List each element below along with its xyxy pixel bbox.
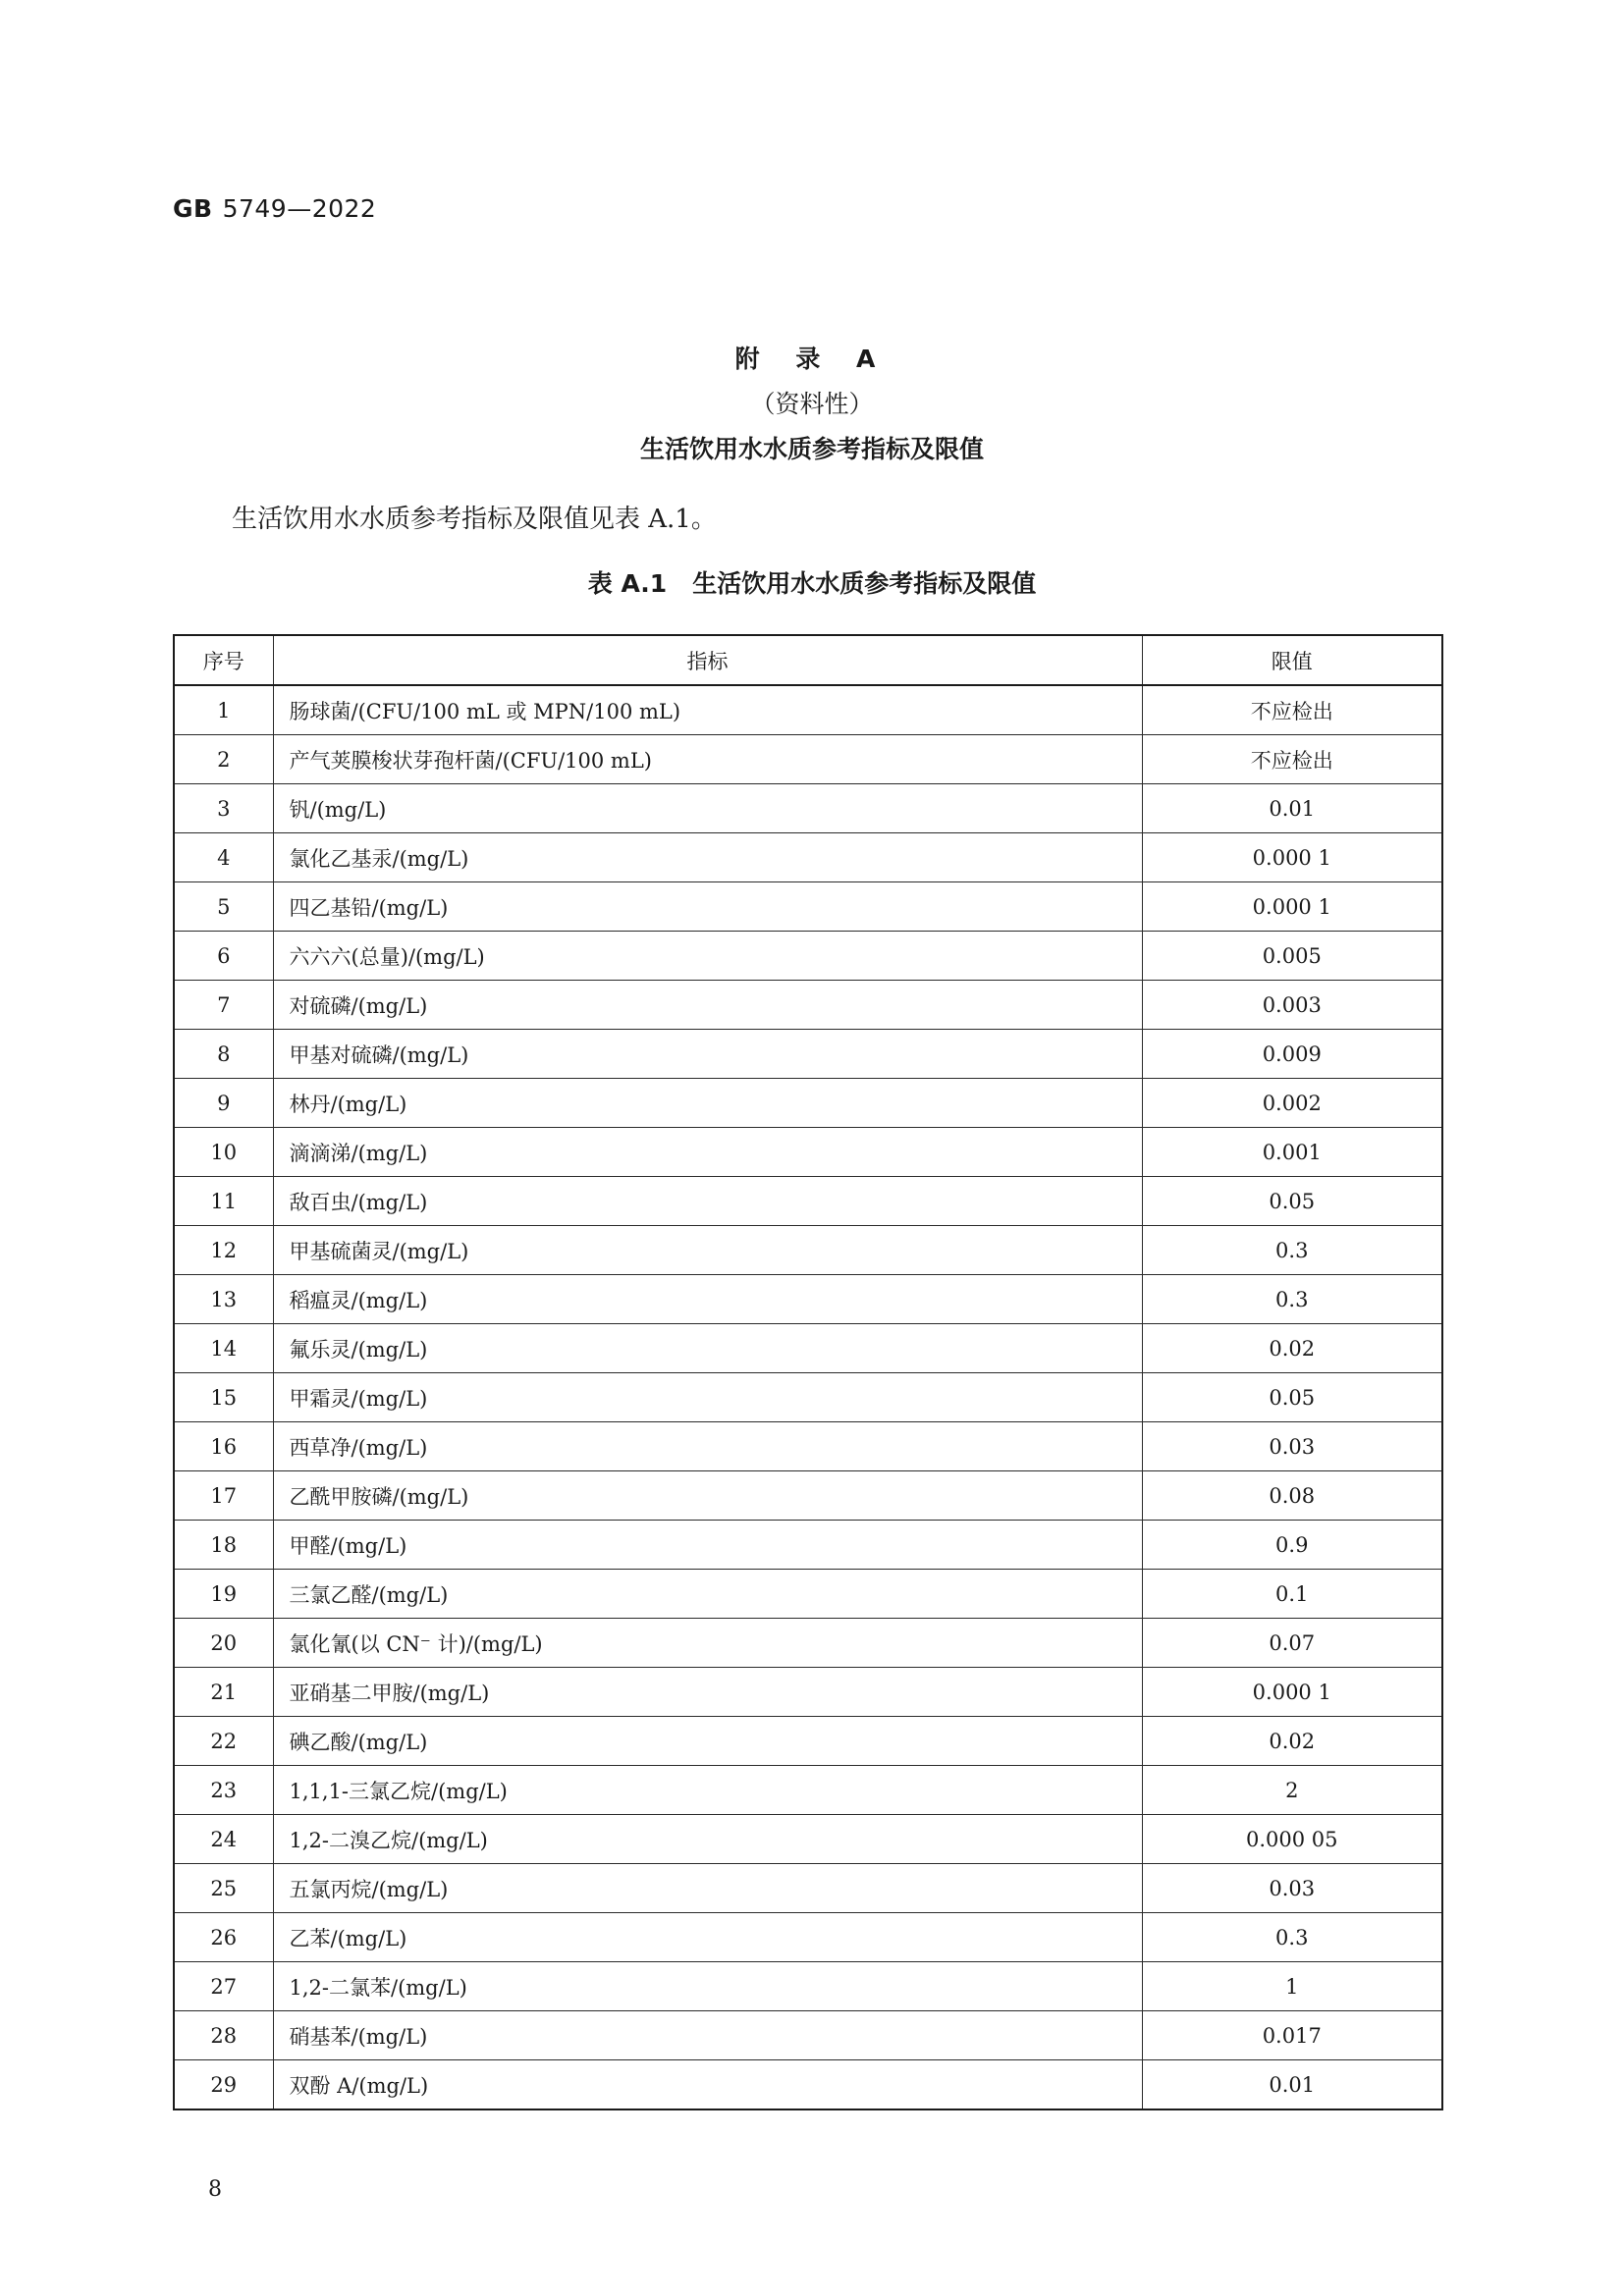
header-serial-number: 序号 [174,635,273,685]
row-indicator: 甲基硫菌灵/(mg/L) [273,1226,1142,1275]
row-serial-number: 5 [174,882,273,932]
row-serial-number: 9 [174,1079,273,1128]
intro-paragraph: 生活饮用水水质参考指标及限值见表 A.1。 [232,505,717,534]
row-indicator: 1,1,1-三氯乙烷/(mg/L) [273,1766,1142,1815]
row-limit: 0.03 [1142,1422,1442,1471]
row-limit: 0.002 [1142,1079,1442,1128]
table-row [174,1766,1442,1815]
row-serial-number: 26 [174,1913,273,1962]
row-limit: 0.02 [1142,1717,1442,1766]
row-indicator: 乙苯/(mg/L) [273,1913,1142,1962]
table-row [174,1324,1442,1373]
annex-title: 附 录 A [734,345,890,373]
table-row [174,1226,1442,1275]
table-row [174,833,1442,882]
row-limit: 0.000 1 [1142,833,1442,882]
row-serial-number: 16 [174,1422,273,1471]
table-row [174,1079,1442,1128]
table-row [174,2011,1442,2060]
row-indicator: 碘乙酸/(mg/L) [273,1717,1142,1766]
row-serial-number: 20 [174,1619,273,1668]
standard-code [173,194,376,223]
row-limit: 0.001 [1142,1128,1442,1177]
row-indicator: 产气荚膜梭状芽孢杆菌/(CFU/100 mL) [273,735,1142,784]
row-limit: 0.003 [1142,981,1442,1030]
table-row [174,981,1442,1030]
table-row [174,1815,1442,1864]
row-indicator: 敌百虫/(mg/L) [273,1177,1142,1226]
row-indicator: 钒/(mg/L) [273,784,1142,833]
row-limit: 0.05 [1142,1373,1442,1422]
row-limit: 0.017 [1142,2011,1442,2060]
row-indicator: 西草净/(mg/L) [273,1422,1142,1471]
row-indicator: 甲霜灵/(mg/L) [273,1373,1142,1422]
row-indicator: 肠球菌/(CFU/100 mL 或 MPN/100 mL) [273,685,1142,735]
row-serial-number: 8 [174,1030,273,1079]
row-serial-number: 14 [174,1324,273,1373]
row-serial-number: 19 [174,1570,273,1619]
table-row [174,1962,1442,2011]
row-limit: 0.1 [1142,1570,1442,1619]
row-serial-number: 2 [174,735,273,784]
row-indicator: 四乙基铅/(mg/L) [273,882,1142,932]
table-caption [0,564,1624,600]
row-indicator: 稻瘟灵/(mg/L) [273,1275,1142,1324]
row-indicator: 林丹/(mg/L) [273,1079,1142,1128]
row-serial-number: 18 [174,1521,273,1570]
row-limit: 0.05 [1142,1177,1442,1226]
table-caption-number: 表 A.1 [587,569,668,598]
row-serial-number: 12 [174,1226,273,1275]
row-indicator: 1,2-二溴乙烷/(mg/L) [273,1815,1142,1864]
row-indicator: 六六六(总量)/(mg/L) [273,932,1142,981]
row-limit: 2 [1142,1766,1442,1815]
table-row [174,1275,1442,1324]
row-serial-number: 17 [174,1471,273,1521]
table-row [174,1177,1442,1226]
table-header-row [174,635,1442,685]
row-indicator: 硝基苯/(mg/L) [273,2011,1142,2060]
row-serial-number: 11 [174,1177,273,1226]
row-indicator: 三氯乙醛/(mg/L) [273,1570,1142,1619]
row-serial-number: 1 [174,685,273,735]
table-row [174,735,1442,784]
table-row [174,1913,1442,1962]
table-row [174,1030,1442,1079]
row-serial-number: 13 [174,1275,273,1324]
row-limit: 0.000 1 [1142,882,1442,932]
table-row [174,685,1442,735]
row-limit: 1 [1142,1962,1442,2011]
table-row [174,1619,1442,1668]
row-limit: 0.07 [1142,1619,1442,1668]
row-indicator: 滴滴涕/(mg/L) [273,1128,1142,1177]
row-indicator: 亚硝基二甲胺/(mg/L) [273,1668,1142,1717]
row-serial-number: 7 [174,981,273,1030]
row-limit: 0.3 [1142,1275,1442,1324]
table-row [174,1668,1442,1717]
row-indicator: 双酚 A/(mg/L) [273,2060,1142,2110]
row-serial-number: 28 [174,2011,273,2060]
row-indicator: 氯化氰(以 CN⁻ 计)/(mg/L) [273,1619,1142,1668]
header-indicator: 指标 [273,635,1142,685]
row-indicator: 氟乐灵/(mg/L) [273,1324,1142,1373]
table-row [174,1570,1442,1619]
row-limit: 0.01 [1142,2060,1442,2110]
header-limit: 限值 [1142,635,1442,685]
row-serial-number: 6 [174,932,273,981]
table-row [174,932,1442,981]
annex-nature: （资料性） [750,390,874,418]
standard-prefix: GB [173,194,213,223]
row-serial-number: 15 [174,1373,273,1422]
row-serial-number: 24 [174,1815,273,1864]
row-limit: 0.3 [1142,1913,1442,1962]
row-limit: 0.009 [1142,1030,1442,1079]
row-serial-number: 21 [174,1668,273,1717]
row-indicator: 乙酰甲胺磷/(mg/L) [273,1471,1142,1521]
row-serial-number: 29 [174,2060,273,2110]
row-indicator: 对硫磷/(mg/L) [273,981,1142,1030]
table-row [174,1717,1442,1766]
row-limit: 0.08 [1142,1471,1442,1521]
row-indicator: 甲醛/(mg/L) [273,1521,1142,1570]
row-limit: 0.000 1 [1142,1668,1442,1717]
row-indicator: 甲基对硫磷/(mg/L) [273,1030,1142,1079]
table-row [174,1373,1442,1422]
table-row [174,784,1442,833]
row-limit: 0.3 [1142,1226,1442,1275]
row-indicator: 氯化乙基汞/(mg/L) [273,833,1142,882]
row-serial-number: 4 [174,833,273,882]
standard-number: 5749—2022 [222,194,377,223]
table-caption-title: 生活饮用水水质参考指标及限值 [692,569,1037,598]
row-serial-number: 23 [174,1766,273,1815]
row-indicator: 1,2-二氯苯/(mg/L) [273,1962,1142,2011]
table-row [174,1864,1442,1913]
row-serial-number: 10 [174,1128,273,1177]
table-row [174,882,1442,932]
row-limit: 0.01 [1142,784,1442,833]
annex-subject: 生活饮用水水质参考指标及限值 [639,435,984,463]
row-limit: 0.02 [1142,1324,1442,1373]
row-indicator: 五氯丙烷/(mg/L) [273,1864,1142,1913]
reference-indicators-table [173,634,1443,2110]
table-row [174,1521,1442,1570]
page-number: 8 [208,2177,222,2202]
row-limit: 0.9 [1142,1521,1442,1570]
row-limit: 不应检出 [1142,685,1442,735]
table-row [174,2060,1442,2110]
row-serial-number: 22 [174,1717,273,1766]
row-limit: 0.005 [1142,932,1442,981]
table-row [174,1422,1442,1471]
row-limit: 0.000 05 [1142,1815,1442,1864]
row-serial-number: 3 [174,784,273,833]
row-limit: 不应检出 [1142,735,1442,784]
row-serial-number: 25 [174,1864,273,1913]
row-serial-number: 27 [174,1962,273,2011]
table-row [174,1128,1442,1177]
row-limit: 0.03 [1142,1864,1442,1913]
table-row [174,1471,1442,1521]
